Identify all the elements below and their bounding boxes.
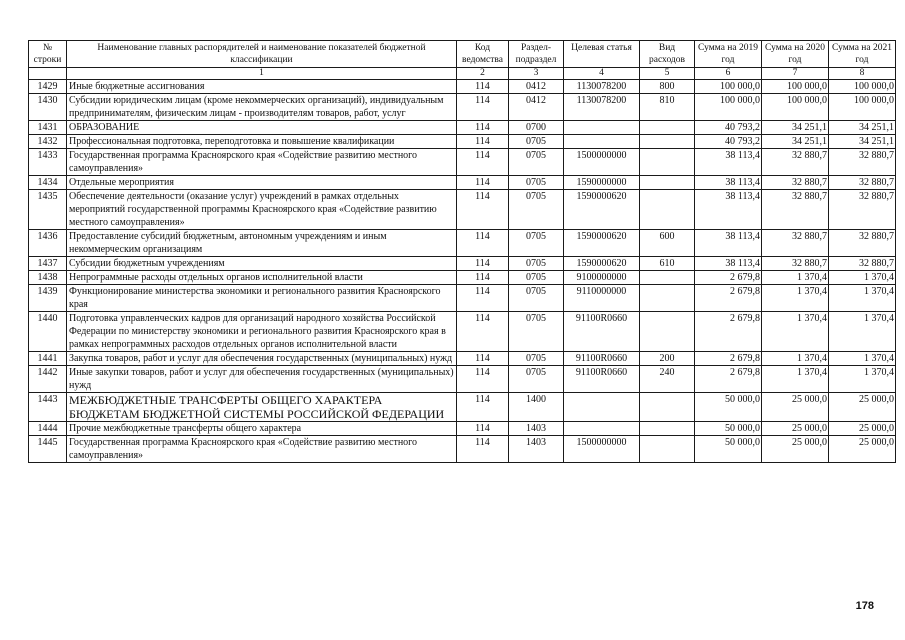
cell-target: 1590000620 xyxy=(564,230,640,257)
cell-section: 0705 xyxy=(509,149,564,176)
header-target: Целевая статья xyxy=(564,41,640,68)
cell-2020: 34 251,1 xyxy=(762,135,829,149)
cell-2019: 50 000,0 xyxy=(695,393,762,422)
cell-2021: 25 000,0 xyxy=(829,422,896,436)
cell-kind xyxy=(640,149,695,176)
page-number: 178 xyxy=(855,600,874,612)
cell-2020: 1 370,4 xyxy=(762,285,829,312)
cell-2021: 100 000,0 xyxy=(829,94,896,121)
cell-dept: 114 xyxy=(457,190,509,230)
column-number xyxy=(29,68,67,80)
table-body xyxy=(29,80,896,463)
cell-row-no: 1439 xyxy=(29,285,67,312)
cell-section: 0705 xyxy=(509,257,564,271)
header-2019: Сумма на 2019 год xyxy=(695,41,762,68)
cell-name: Государственная программа Красноярского края «Содействие развитию местного самоуправления» xyxy=(67,436,457,463)
cell-dept: 114 xyxy=(457,271,509,285)
cell-kind xyxy=(640,393,695,422)
table-row xyxy=(29,135,896,149)
cell-2020: 32 880,7 xyxy=(762,149,829,176)
cell-2021: 34 251,1 xyxy=(829,121,896,135)
header-2020: Сумма на 2020 год xyxy=(762,41,829,68)
cell-kind: 810 xyxy=(640,94,695,121)
cell-section: 0705 xyxy=(509,230,564,257)
cell-2019: 2 679,8 xyxy=(695,312,762,352)
cell-section: 0705 xyxy=(509,366,564,393)
cell-target: 1590000620 xyxy=(564,257,640,271)
cell-kind xyxy=(640,312,695,352)
cell-name: Субсидии бюджетным учреждениям xyxy=(67,257,457,271)
cell-2021: 1 370,4 xyxy=(829,271,896,285)
table-row xyxy=(29,230,896,257)
cell-section: 1403 xyxy=(509,422,564,436)
cell-kind xyxy=(640,176,695,190)
cell-target xyxy=(564,393,640,422)
cell-2021: 32 880,7 xyxy=(829,257,896,271)
header-kind: Вид расходов xyxy=(640,41,695,68)
table-row xyxy=(29,312,896,352)
cell-2020: 1 370,4 xyxy=(762,271,829,285)
cell-kind xyxy=(640,190,695,230)
cell-row-no: 1430 xyxy=(29,94,67,121)
column-number: 8 xyxy=(829,68,896,80)
cell-kind: 240 xyxy=(640,366,695,393)
cell-2019: 100 000,0 xyxy=(695,94,762,121)
cell-name: МЕЖБЮДЖЕТНЫЕ ТРАНСФЕРТЫ ОБЩЕГО ХАРАКТЕРА БЮДЖЕТАМ БЮДЖЕТНОЙ СИСТЕМЫ РОССИЙСКОЙ ФЕДЕРАЦИИ xyxy=(67,393,457,422)
table-row xyxy=(29,436,896,463)
cell-row-no: 1429 xyxy=(29,80,67,94)
cell-2020: 25 000,0 xyxy=(762,422,829,436)
cell-2020: 25 000,0 xyxy=(762,393,829,422)
cell-2019: 2 679,8 xyxy=(695,366,762,393)
cell-2021: 32 880,7 xyxy=(829,190,896,230)
cell-name: Функционирование министерства экономики и регионального развития Красноярского края xyxy=(67,285,457,312)
cell-2021: 32 880,7 xyxy=(829,149,896,176)
cell-row-no: 1443 xyxy=(29,393,67,422)
column-number: 6 xyxy=(695,68,762,80)
cell-target: 1130078200 xyxy=(564,80,640,94)
cell-name: Иные бюджетные ассигнования xyxy=(67,80,457,94)
header-name: Наименование главных распорядителей и наименование показателей бюджетной классификации xyxy=(67,41,457,68)
cell-2020: 32 880,7 xyxy=(762,190,829,230)
cell-section: 0705 xyxy=(509,312,564,352)
cell-2021: 32 880,7 xyxy=(829,230,896,257)
cell-2019: 50 000,0 xyxy=(695,422,762,436)
cell-section: 0700 xyxy=(509,121,564,135)
cell-target xyxy=(564,121,640,135)
cell-dept: 114 xyxy=(457,352,509,366)
cell-row-no: 1438 xyxy=(29,271,67,285)
table-header-row xyxy=(29,41,896,68)
cell-name: Отдельные мероприятия xyxy=(67,176,457,190)
cell-section: 0412 xyxy=(509,94,564,121)
column-number: 2 xyxy=(457,68,509,80)
cell-2019: 100 000,0 xyxy=(695,80,762,94)
cell-target: 1590000000 xyxy=(564,176,640,190)
cell-name: Подготовка управленческих кадров для организаций народного хозяйства Российской Федерации по министерству экономики и регионального развития Красноярского края в рамках непрограммных расходов отдельных органов исполнительной власти xyxy=(67,312,457,352)
cell-name: Иные закупки товаров, работ и услуг для обеспечения государственных (муниципальных) нужд xyxy=(67,366,457,393)
column-number: 1 xyxy=(67,68,457,80)
cell-dept: 114 xyxy=(457,94,509,121)
cell-2021: 25 000,0 xyxy=(829,393,896,422)
cell-section: 1400 xyxy=(509,393,564,422)
cell-target: 91100R0660 xyxy=(564,352,640,366)
cell-kind xyxy=(640,271,695,285)
cell-2020: 1 370,4 xyxy=(762,366,829,393)
cell-name: Прочие межбюджетные трансферты общего характера xyxy=(67,422,457,436)
cell-name: Профессиональная подготовка, переподготовка и повышение квалификации xyxy=(67,135,457,149)
table-row xyxy=(29,257,896,271)
table-row xyxy=(29,271,896,285)
cell-kind xyxy=(640,135,695,149)
table-row xyxy=(29,366,896,393)
table-row xyxy=(29,94,896,121)
cell-2019: 40 793,2 xyxy=(695,121,762,135)
cell-name: Субсидии юридическим лицам (кроме некоммерческих организаций), индивидуальным предпринимателям, физическим лицам - производителям товаров, работ, услуг xyxy=(67,94,457,121)
cell-target: 9110000000 xyxy=(564,285,640,312)
cell-section: 0705 xyxy=(509,352,564,366)
cell-2020: 100 000,0 xyxy=(762,94,829,121)
cell-row-no: 1433 xyxy=(29,149,67,176)
cell-target: 91100R0660 xyxy=(564,312,640,352)
table-row xyxy=(29,393,896,422)
table-row xyxy=(29,176,896,190)
budget-table-sheet xyxy=(28,40,896,463)
cell-2019: 2 679,8 xyxy=(695,352,762,366)
cell-section: 0705 xyxy=(509,271,564,285)
cell-2021: 1 370,4 xyxy=(829,312,896,352)
cell-2020: 32 880,7 xyxy=(762,230,829,257)
table-row xyxy=(29,422,896,436)
cell-target: 1500000000 xyxy=(564,436,640,463)
cell-row-no: 1435 xyxy=(29,190,67,230)
cell-row-no: 1440 xyxy=(29,312,67,352)
cell-dept: 114 xyxy=(457,121,509,135)
cell-row-no: 1442 xyxy=(29,366,67,393)
cell-dept: 114 xyxy=(457,366,509,393)
cell-dept: 114 xyxy=(457,393,509,422)
cell-2021: 1 370,4 xyxy=(829,285,896,312)
cell-target xyxy=(564,422,640,436)
column-number-row xyxy=(29,68,896,80)
cell-section: 0412 xyxy=(509,80,564,94)
cell-row-no: 1444 xyxy=(29,422,67,436)
table-row xyxy=(29,149,896,176)
cell-target: 1590000620 xyxy=(564,190,640,230)
cell-kind xyxy=(640,422,695,436)
cell-2019: 38 113,4 xyxy=(695,230,762,257)
cell-2020: 32 880,7 xyxy=(762,176,829,190)
cell-row-no: 1436 xyxy=(29,230,67,257)
cell-kind xyxy=(640,285,695,312)
cell-2020: 25 000,0 xyxy=(762,436,829,463)
cell-target: 1130078200 xyxy=(564,94,640,121)
cell-section: 0705 xyxy=(509,135,564,149)
column-number: 7 xyxy=(762,68,829,80)
cell-name: Предоставление субсидий бюджетным, автономным учреждениям и иным некоммерческим организациям xyxy=(67,230,457,257)
cell-2021: 1 370,4 xyxy=(829,352,896,366)
cell-section: 0705 xyxy=(509,190,564,230)
cell-name: Закупка товаров, работ и услуг для обеспечения государственных (муниципальных) нужд xyxy=(67,352,457,366)
cell-kind: 600 xyxy=(640,230,695,257)
cell-row-no: 1445 xyxy=(29,436,67,463)
cell-name: Обеспечение деятельности (оказание услуг) учреждений в рамках отдельных мероприятий государственной программы Красноярского края «Содействие развитию местного самоуправления» xyxy=(67,190,457,230)
cell-row-no: 1434 xyxy=(29,176,67,190)
cell-2019: 38 113,4 xyxy=(695,190,762,230)
cell-dept: 114 xyxy=(457,257,509,271)
cell-row-no: 1441 xyxy=(29,352,67,366)
column-number: 4 xyxy=(564,68,640,80)
cell-name: Государственная программа Красноярского края «Содействие развитию местного самоуправления» xyxy=(67,149,457,176)
table-row xyxy=(29,80,896,94)
cell-2019: 2 679,8 xyxy=(695,285,762,312)
cell-2019: 38 113,4 xyxy=(695,149,762,176)
cell-dept: 114 xyxy=(457,176,509,190)
cell-target: 91100R0660 xyxy=(564,366,640,393)
cell-2020: 32 880,7 xyxy=(762,257,829,271)
header-section: Раздел-подраздел xyxy=(509,41,564,68)
cell-dept: 114 xyxy=(457,80,509,94)
cell-dept: 114 xyxy=(457,422,509,436)
budget-table xyxy=(28,40,896,463)
header-dept: Код ведомства xyxy=(457,41,509,68)
cell-target: 1500000000 xyxy=(564,149,640,176)
cell-dept: 114 xyxy=(457,312,509,352)
cell-name: ОБРАЗОВАНИЕ xyxy=(67,121,457,135)
cell-target xyxy=(564,135,640,149)
cell-2021: 25 000,0 xyxy=(829,436,896,463)
cell-dept: 114 xyxy=(457,436,509,463)
cell-dept: 114 xyxy=(457,230,509,257)
cell-2020: 100 000,0 xyxy=(762,80,829,94)
cell-2021: 34 251,1 xyxy=(829,135,896,149)
column-number: 5 xyxy=(640,68,695,80)
cell-kind xyxy=(640,121,695,135)
cell-kind: 200 xyxy=(640,352,695,366)
cell-dept: 114 xyxy=(457,135,509,149)
cell-section: 0705 xyxy=(509,176,564,190)
cell-2019: 38 113,4 xyxy=(695,176,762,190)
table-row xyxy=(29,121,896,135)
cell-row-no: 1432 xyxy=(29,135,67,149)
header-2021: Сумма на 2021 год xyxy=(829,41,896,68)
cell-2021: 32 880,7 xyxy=(829,176,896,190)
cell-2021: 1 370,4 xyxy=(829,366,896,393)
table-row xyxy=(29,352,896,366)
cell-kind: 610 xyxy=(640,257,695,271)
cell-2019: 38 113,4 xyxy=(695,257,762,271)
cell-kind: 800 xyxy=(640,80,695,94)
cell-name: Непрограммные расходы отдельных органов исполнительной власти xyxy=(67,271,457,285)
header-row-no: № строки xyxy=(29,41,67,68)
cell-dept: 114 xyxy=(457,149,509,176)
cell-2020: 1 370,4 xyxy=(762,312,829,352)
column-number: 3 xyxy=(509,68,564,80)
cell-2019: 40 793,2 xyxy=(695,135,762,149)
cell-kind xyxy=(640,436,695,463)
cell-2021: 100 000,0 xyxy=(829,80,896,94)
cell-row-no: 1437 xyxy=(29,257,67,271)
cell-dept: 114 xyxy=(457,285,509,312)
cell-target: 9100000000 xyxy=(564,271,640,285)
cell-section: 0705 xyxy=(509,285,564,312)
cell-section: 1403 xyxy=(509,436,564,463)
table-row xyxy=(29,285,896,312)
table-row xyxy=(29,190,896,230)
cell-2019: 50 000,0 xyxy=(695,436,762,463)
cell-row-no: 1431 xyxy=(29,121,67,135)
cell-2020: 34 251,1 xyxy=(762,121,829,135)
cell-2019: 2 679,8 xyxy=(695,271,762,285)
cell-2020: 1 370,4 xyxy=(762,352,829,366)
